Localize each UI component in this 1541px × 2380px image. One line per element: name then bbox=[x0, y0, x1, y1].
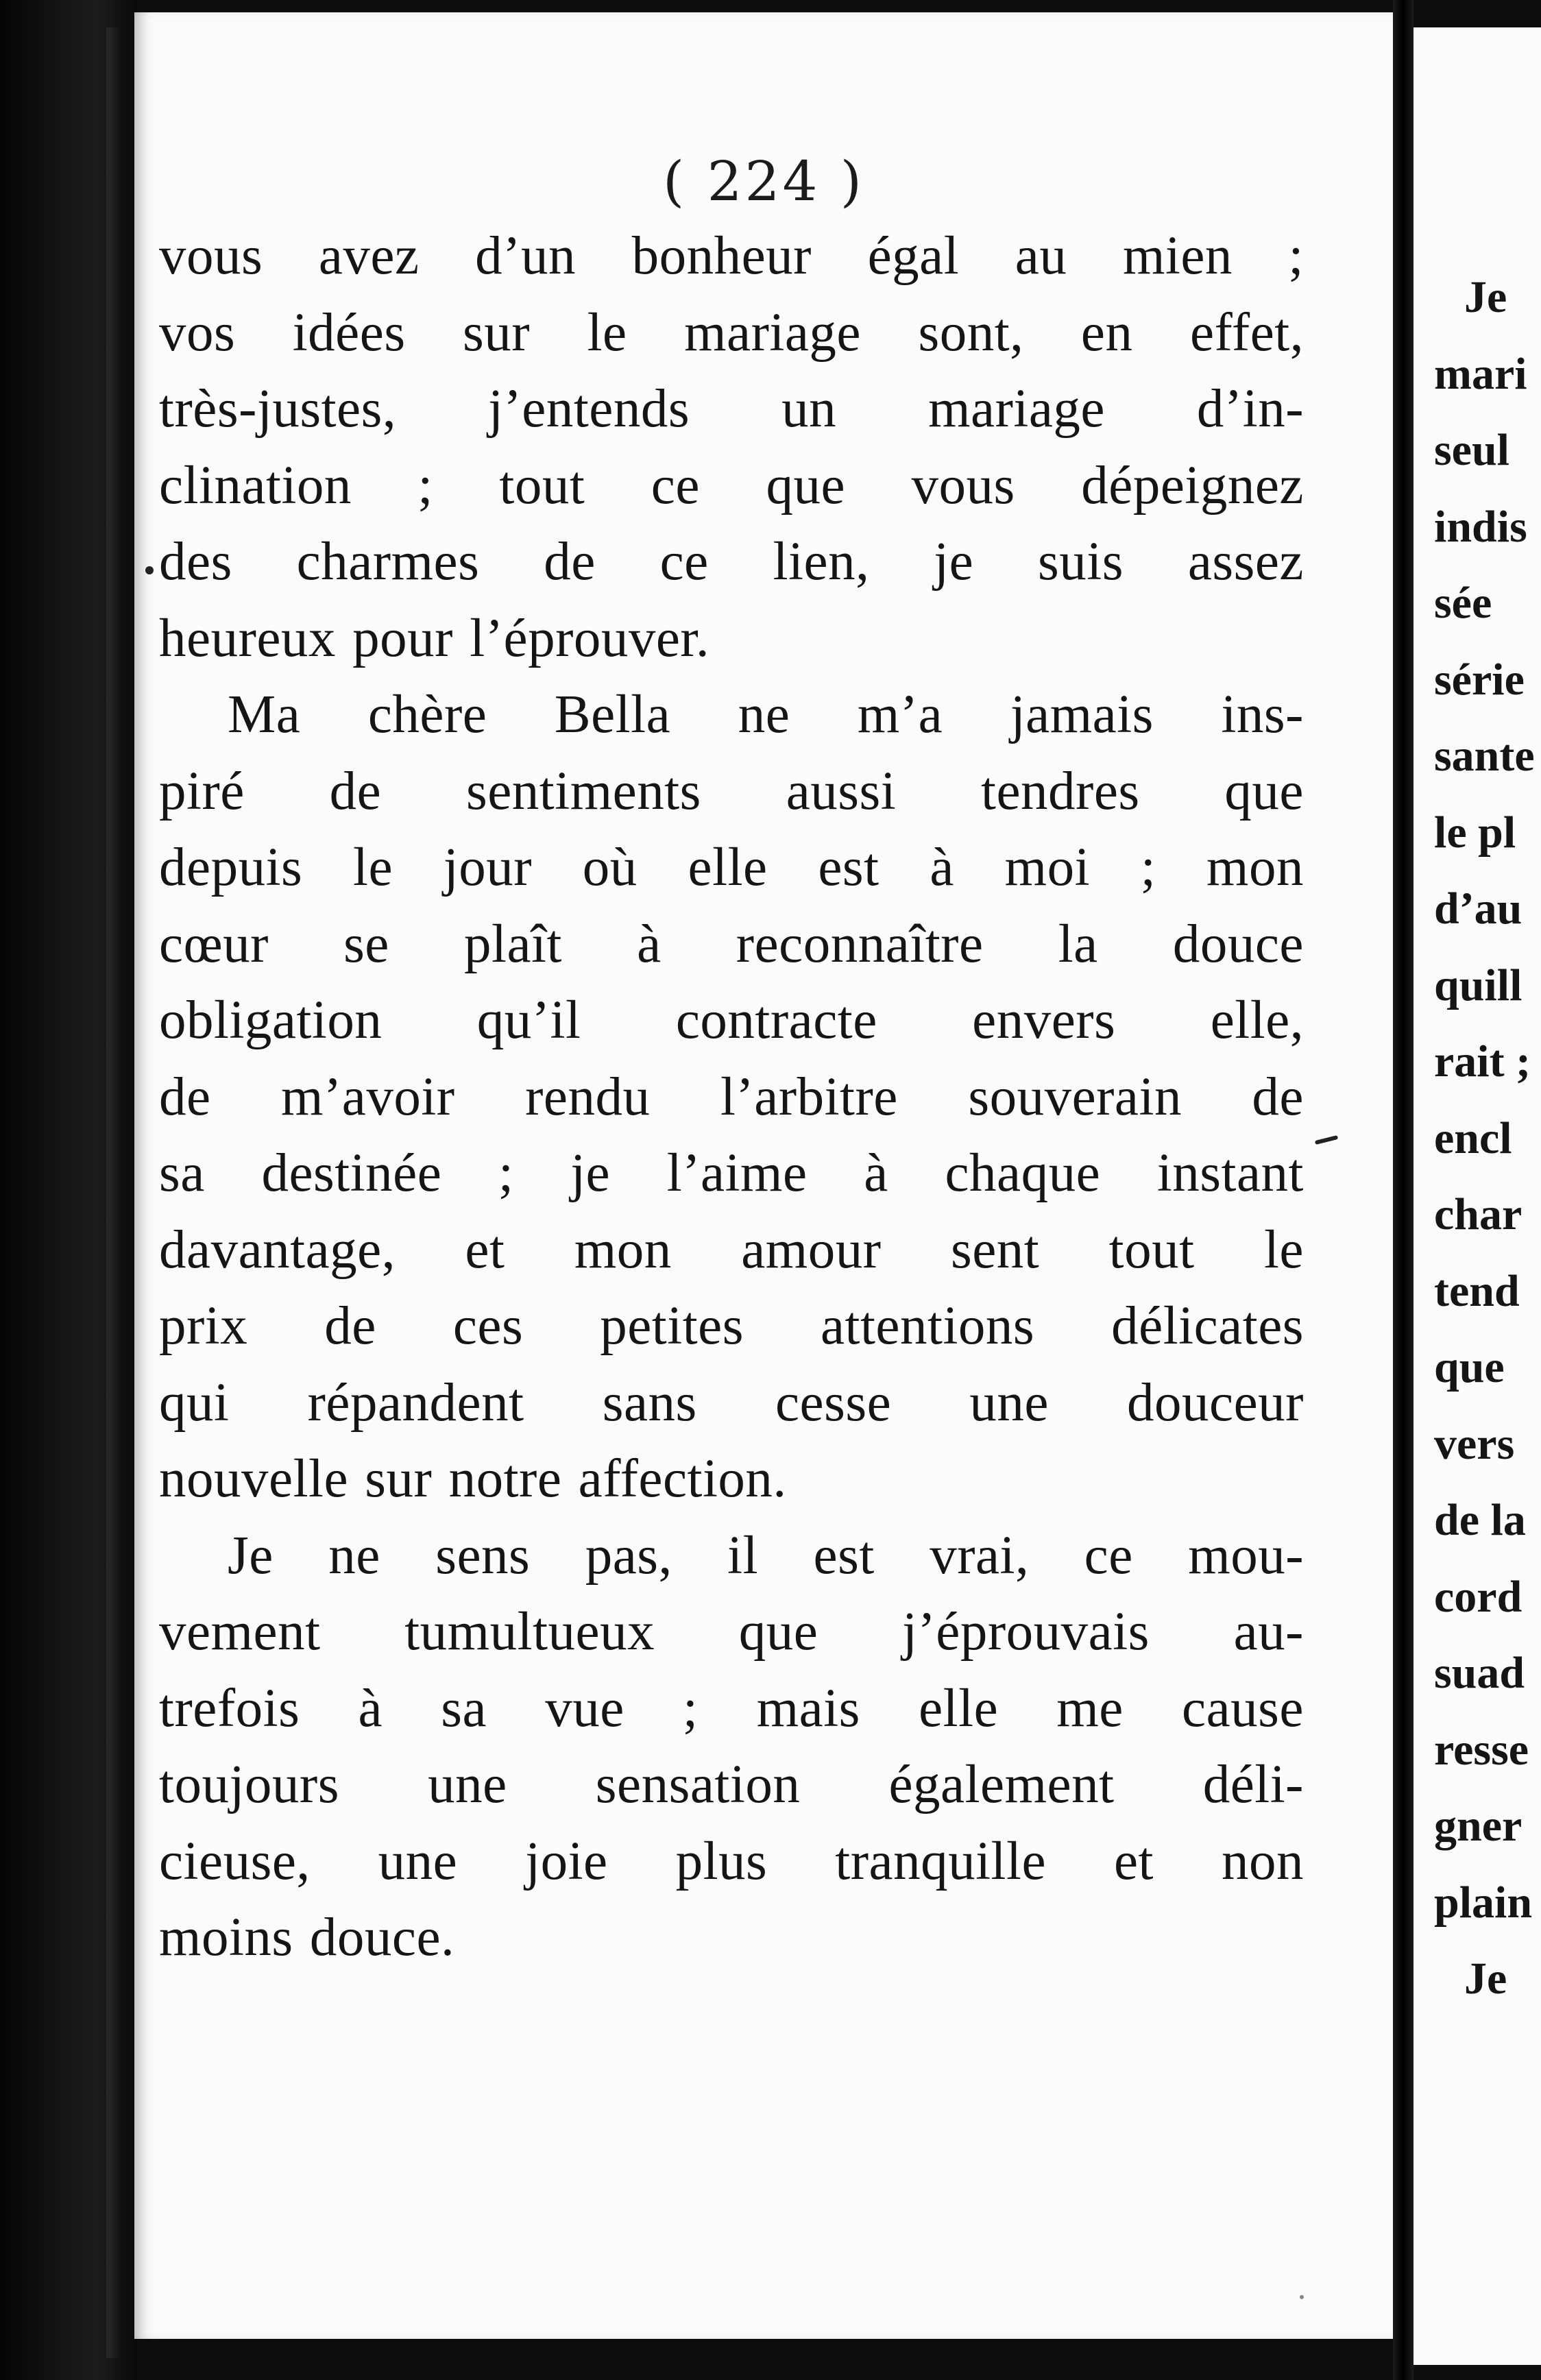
right-text-fragment: que bbox=[1434, 1342, 1505, 1392]
text-line: cœur se plaît à reconnaître la douce bbox=[159, 914, 1304, 974]
right-text-fragment: d’au bbox=[1434, 884, 1522, 934]
text-line: heureux pour l’éprouver. bbox=[159, 608, 710, 668]
text-line: Ma chère Bella ne m’a jamais ins- bbox=[228, 685, 1304, 744]
right-text-fragment: char bbox=[1434, 1189, 1522, 1239]
scan-speck bbox=[1300, 2295, 1304, 2299]
scan-speck bbox=[145, 566, 154, 574]
right-text-fragment: tend bbox=[1434, 1265, 1520, 1316]
right-text-fragment: Je bbox=[1464, 272, 1507, 322]
right-text-fragment: mari bbox=[1434, 348, 1527, 399]
text-line: sa destinée ; je l’aime à chaque instant bbox=[159, 1143, 1304, 1203]
text-line: vement tumultueux que j’éprouvais au- bbox=[159, 1602, 1304, 1662]
right-text-fragment: encl bbox=[1434, 1113, 1512, 1163]
right-text-fragment: série bbox=[1434, 654, 1525, 705]
text-line: de m’avoir rendu l’arbitre souverain de bbox=[159, 1067, 1304, 1127]
right-text-fragment: indis bbox=[1434, 501, 1527, 552]
right-text-fragment: gner bbox=[1434, 1801, 1522, 1851]
text-line: moins douce. bbox=[159, 1908, 455, 1967]
text-line: vous avez d’un bonheur égal au mien ; bbox=[159, 226, 1304, 286]
right-text-fragment: suad bbox=[1434, 1648, 1525, 1698]
text-line: prix de ces petites attentions délicates bbox=[159, 1296, 1304, 1356]
body-text bbox=[159, 218, 1304, 1976]
right-text-fragment: Je bbox=[1464, 1954, 1507, 2004]
right-text-fragment: cord bbox=[1434, 1571, 1522, 1622]
right-text-fragment: resse bbox=[1434, 1724, 1529, 1775]
right-text-fragment: quill bbox=[1434, 960, 1522, 1010]
text-line: Je ne sens pas, il est vrai, ce mou- bbox=[228, 1525, 1304, 1586]
text-line: obligation qu’il contracte envers elle, bbox=[159, 991, 1304, 1050]
right-text-fragment: de la bbox=[1434, 1495, 1526, 1545]
right-page-text bbox=[1434, 259, 1535, 2017]
text-line: depuis le jour où elle est à moi ; mon bbox=[159, 838, 1304, 897]
spine-edge bbox=[106, 27, 121, 2358]
text-line: clination ; tout ce que vous dépeignez bbox=[159, 455, 1304, 515]
text-line: qui répandent sans cesse une douceur bbox=[159, 1372, 1304, 1433]
page-gutter bbox=[1393, 0, 1413, 2380]
right-text-fragment: vers bbox=[1434, 1418, 1515, 1469]
right-text-fragment: le pl bbox=[1434, 807, 1516, 858]
right-text-fragment: sante bbox=[1434, 731, 1535, 781]
text-line: très-justes, j’entends un mariage d’in- bbox=[159, 379, 1304, 439]
right-text-fragment: sée bbox=[1434, 578, 1492, 628]
text-line: toujours une sensation également déli- bbox=[159, 1755, 1304, 1814]
text-line: piré de sentiments aussi tendres que bbox=[159, 761, 1304, 821]
text-line: cieuse, une joie plus tranquille et non bbox=[159, 1831, 1304, 1891]
text-line: des charmes de ce lien, je suis assez bbox=[159, 532, 1304, 592]
right-text-fragment: seul bbox=[1434, 425, 1510, 475]
text-line: nouvelle sur notre affection. bbox=[159, 1449, 787, 1509]
text-line: vos idées sur le mariage sont, en effet, bbox=[159, 302, 1304, 363]
text-line: trefois à sa vue ; mais elle me cause bbox=[159, 1678, 1304, 1738]
text-line: davantage, et mon amour sent tout le bbox=[159, 1219, 1304, 1280]
page-number: ( 224 ) bbox=[663, 149, 864, 213]
right-text-fragment: rait ; bbox=[1434, 1036, 1531, 1086]
right-text-fragment: plain bbox=[1434, 1877, 1533, 1928]
